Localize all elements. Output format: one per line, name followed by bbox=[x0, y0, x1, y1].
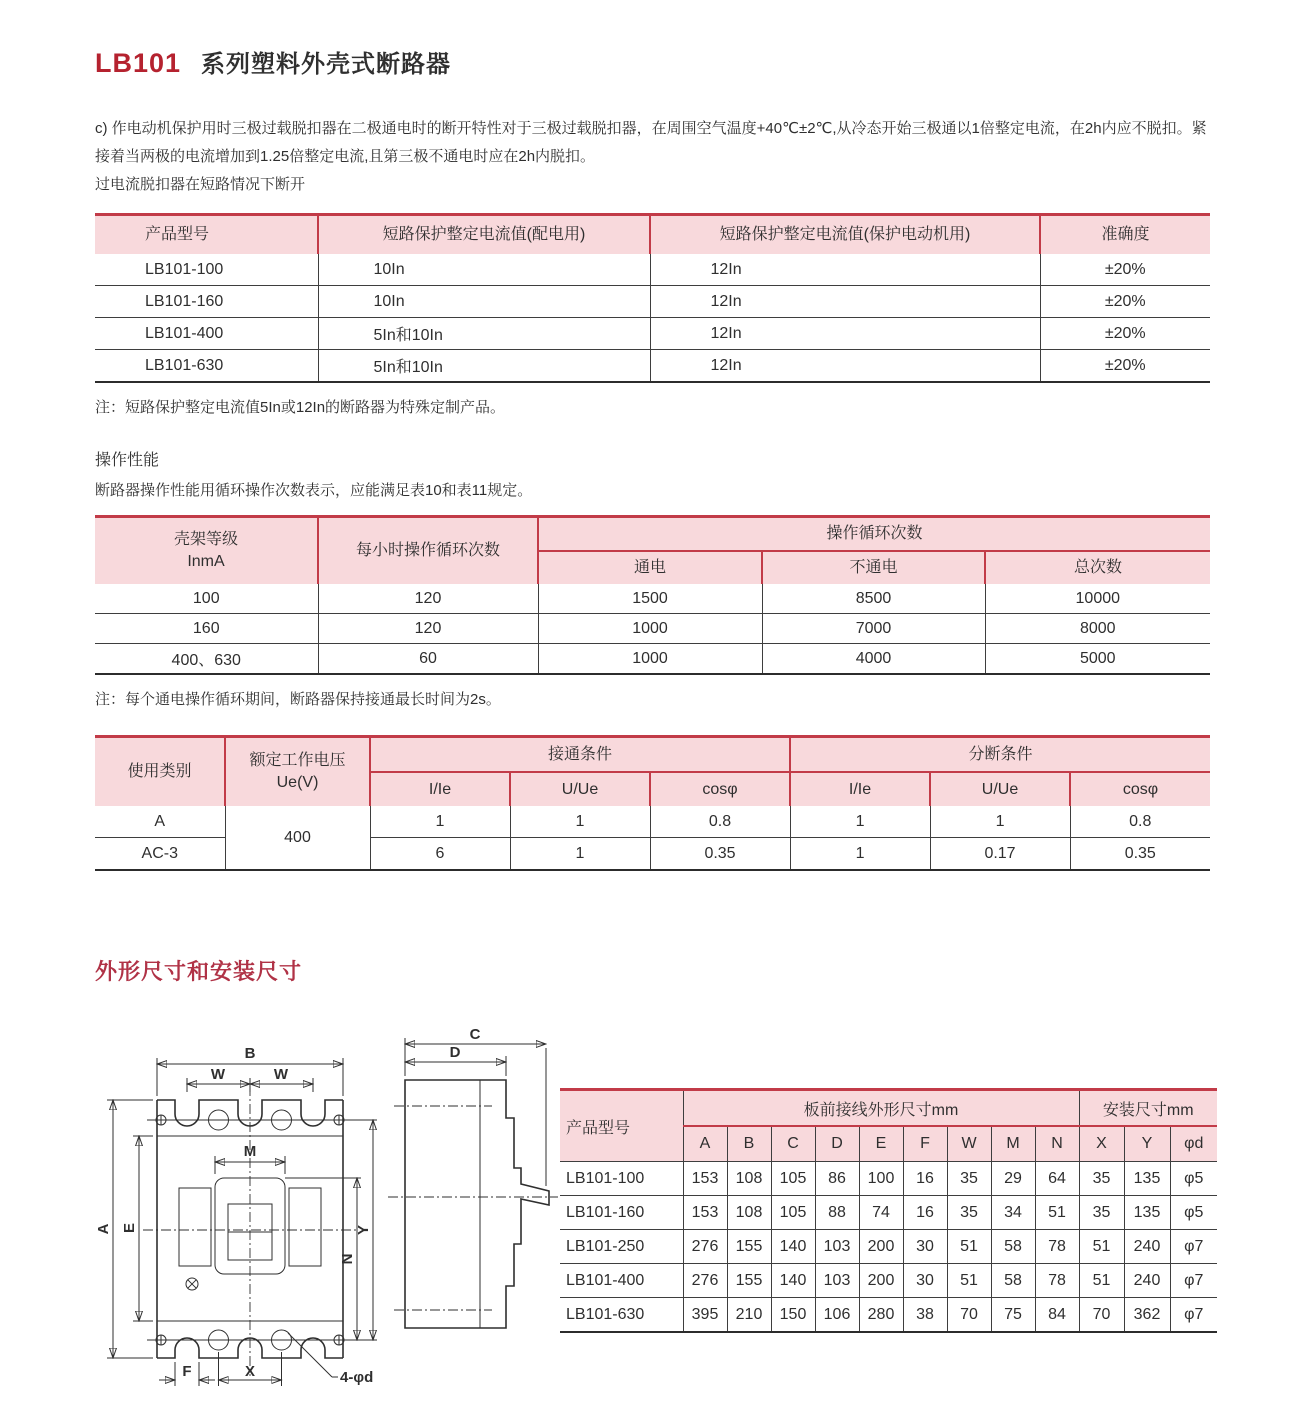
col-header-total: 总次数 bbox=[985, 551, 1210, 584]
table-cell: 1000 bbox=[538, 644, 762, 675]
table-row bbox=[560, 1298, 1217, 1333]
table-cell: 1 bbox=[930, 806, 1070, 838]
col-header-iie: I/Ie bbox=[370, 772, 510, 806]
col-header-model: 产品型号 bbox=[560, 1090, 683, 1162]
table-cell: 1 bbox=[510, 838, 650, 871]
table-cell: 160 bbox=[95, 614, 318, 644]
table-cell: LB101-630 bbox=[560, 1298, 683, 1333]
dim-label-C: C bbox=[469, 1028, 481, 1043]
table-cell: 35 bbox=[1079, 1162, 1124, 1196]
table-cell: 150 bbox=[771, 1298, 815, 1333]
table-cell: 1 bbox=[510, 806, 650, 838]
col-header-Y: Y bbox=[1124, 1126, 1170, 1162]
table-row bbox=[95, 254, 1210, 286]
table-row bbox=[95, 644, 1210, 675]
table-cell: 5In和10In bbox=[318, 318, 650, 350]
table-cell: 120 bbox=[318, 614, 538, 644]
table-cell: φ7 bbox=[1170, 1230, 1217, 1264]
table-cell: 0.35 bbox=[650, 838, 790, 871]
col-header-cycles-per-hour: 每小时操作循环次数 bbox=[318, 517, 538, 585]
table-cell: 10000 bbox=[985, 584, 1210, 614]
intro-paragraph: c) 作电动机保护用时三极过载脱扣器在二极通电时的断开特性对于三极过载脱扣器，在周围空气温度+40℃±2℃,从冷态开始三极通以1倍整定电流，在2h内应不脱扣。紧接着当两极的电流增加到1.25倍整定电流,且第三极不通电时应在2h内脱扣。 bbox=[95, 120, 1207, 165]
table-cell: 210 bbox=[727, 1298, 771, 1333]
col-header-E: E bbox=[859, 1126, 903, 1162]
table-row bbox=[560, 1162, 1217, 1196]
table-cell: 78 bbox=[1035, 1264, 1079, 1298]
table-cell: 10In bbox=[318, 254, 650, 286]
col-header-category: 使用类别 bbox=[95, 737, 225, 807]
table-cell: 7000 bbox=[762, 614, 985, 644]
table-cell: 70 bbox=[1079, 1298, 1124, 1333]
table-cell: 10In bbox=[318, 286, 650, 318]
voltage-label-line1: 额定工作电压 bbox=[249, 752, 346, 770]
operation-title: 操作性能 bbox=[95, 452, 160, 469]
col-header-D: D bbox=[815, 1126, 859, 1162]
table-cell: ±20% bbox=[1040, 254, 1210, 286]
table-header-row bbox=[95, 737, 1210, 773]
table-cell: 240 bbox=[1124, 1230, 1170, 1264]
table-cell: 135 bbox=[1124, 1196, 1170, 1230]
dim-label-X: X bbox=[244, 1363, 256, 1380]
table-cell: 276 bbox=[683, 1230, 727, 1264]
table-cell: 16 bbox=[903, 1196, 947, 1230]
table-cell: 108 bbox=[727, 1196, 771, 1230]
table-cell: 30 bbox=[903, 1230, 947, 1264]
dimensions-section-title: 外形尺寸和安装尺寸 bbox=[95, 959, 303, 984]
table-cell: 8500 bbox=[762, 584, 985, 614]
trip-current-table bbox=[95, 213, 1210, 383]
col-header-B: B bbox=[727, 1126, 771, 1162]
table-cell: 12In bbox=[650, 318, 1040, 350]
table-cell: 51 bbox=[1079, 1230, 1124, 1264]
table-cell: 29 bbox=[991, 1162, 1035, 1196]
table-cell: φ5 bbox=[1170, 1162, 1217, 1196]
table-cell: 60 bbox=[318, 644, 538, 675]
col-header-motor: 短路保护整定电流值(保护电动机用) bbox=[650, 215, 1040, 255]
dim-label-W: W bbox=[273, 1066, 289, 1083]
table-cell: 4000 bbox=[762, 644, 985, 675]
dim-label-D: D bbox=[449, 1044, 461, 1061]
dim-label-M: M bbox=[243, 1143, 257, 1160]
table-cell: 88 bbox=[815, 1196, 859, 1230]
dim-label-mount-holes: 4-φd bbox=[340, 1369, 374, 1386]
dim-label-W: W bbox=[210, 1066, 226, 1083]
table-cell: 0.8 bbox=[1070, 806, 1210, 838]
table-cell: 64 bbox=[1035, 1162, 1079, 1196]
col-header-frame bbox=[95, 517, 318, 585]
page-content bbox=[95, 44, 1212, 1401]
table-cell: 276 bbox=[683, 1264, 727, 1298]
table-header-row bbox=[560, 1090, 1217, 1127]
col-header-uue: U/Ue bbox=[510, 772, 650, 806]
table-cell: 51 bbox=[947, 1230, 991, 1264]
table-cell: 135 bbox=[1124, 1162, 1170, 1196]
table-cell: 12In bbox=[650, 350, 1040, 383]
table-cell-voltage: 400 bbox=[225, 806, 370, 870]
table-cell: LB101-100 bbox=[95, 254, 318, 286]
table-cell: 400、630 bbox=[95, 644, 318, 675]
table-row bbox=[560, 1264, 1217, 1298]
table-cell: 35 bbox=[947, 1162, 991, 1196]
table-cell: 100 bbox=[95, 584, 318, 614]
dim-label-A: A bbox=[95, 1223, 112, 1235]
table-cell: 240 bbox=[1124, 1264, 1170, 1298]
table-cell: ±20% bbox=[1040, 318, 1210, 350]
table-cell: LB101-100 bbox=[560, 1162, 683, 1196]
col-header-distribution: 短路保护整定电流值(配电用) bbox=[318, 215, 650, 255]
table-cell: 84 bbox=[1035, 1298, 1079, 1333]
dim-label-F: F bbox=[182, 1363, 192, 1380]
table-cell: LB101-630 bbox=[95, 350, 318, 383]
table-cell: 12In bbox=[650, 254, 1040, 286]
table-cell: 280 bbox=[859, 1298, 903, 1333]
col-header-uue: U/Ue bbox=[930, 772, 1070, 806]
table-cell: 35 bbox=[1079, 1196, 1124, 1230]
table-row bbox=[560, 1230, 1217, 1264]
table-cell: 35 bbox=[947, 1196, 991, 1230]
col-header-accuracy: 准确度 bbox=[1040, 215, 1210, 255]
table-cell: 58 bbox=[991, 1264, 1035, 1298]
table-cell: AC-3 bbox=[95, 838, 225, 871]
col-group-mounting: 安装尺寸mm bbox=[1079, 1090, 1217, 1127]
table-cell: 200 bbox=[859, 1230, 903, 1264]
table-cell: LB101-400 bbox=[560, 1264, 683, 1298]
col-group-making: 接通条件 bbox=[370, 737, 790, 773]
col-group-cycles: 操作循环次数 bbox=[538, 517, 1210, 552]
dim-label-Y: Y bbox=[355, 1224, 372, 1236]
table-cell: 78 bbox=[1035, 1230, 1079, 1264]
table-cell: LB101-400 bbox=[95, 318, 318, 350]
table-cell: 5000 bbox=[985, 644, 1210, 675]
table-cell: φ5 bbox=[1170, 1196, 1217, 1230]
table-cell: 103 bbox=[815, 1264, 859, 1298]
table-cell: 6 bbox=[370, 838, 510, 871]
dim-label-N: N bbox=[339, 1253, 356, 1265]
table-cell: 1000 bbox=[538, 614, 762, 644]
dimensions-table bbox=[560, 1088, 1217, 1333]
product-series-name: 系列塑料外壳式断路器 bbox=[201, 51, 452, 78]
col-header-C: C bbox=[771, 1126, 815, 1162]
table-cell: 1 bbox=[790, 838, 930, 871]
table-cell: φ7 bbox=[1170, 1298, 1217, 1333]
table-row bbox=[95, 806, 1210, 838]
table-cell: 140 bbox=[771, 1230, 815, 1264]
table-cell: 51 bbox=[1079, 1264, 1124, 1298]
col-header-cos: cosφ bbox=[650, 772, 790, 806]
col-header-phid: φd bbox=[1170, 1126, 1217, 1162]
operation-cycles-table bbox=[95, 515, 1210, 675]
table-header-row bbox=[95, 215, 1210, 255]
table-cell: LB101-160 bbox=[560, 1196, 683, 1230]
voltage-label-line2: Ue(V) bbox=[276, 774, 319, 791]
table-cell: 8000 bbox=[985, 614, 1210, 644]
table-cell: 30 bbox=[903, 1264, 947, 1298]
table-cell: 362 bbox=[1124, 1298, 1170, 1333]
table-header-row bbox=[95, 517, 1210, 552]
table-cell: 74 bbox=[859, 1196, 903, 1230]
table-cell: 38 bbox=[903, 1298, 947, 1333]
table-cell: 153 bbox=[683, 1162, 727, 1196]
dim-label-B: B bbox=[244, 1045, 256, 1062]
table-row bbox=[560, 1196, 1217, 1230]
table-cell: 105 bbox=[771, 1162, 815, 1196]
table-cell: 153 bbox=[683, 1196, 727, 1230]
table-cell: 120 bbox=[318, 584, 538, 614]
table-cell: 108 bbox=[727, 1162, 771, 1196]
table-cell: 70 bbox=[947, 1298, 991, 1333]
side-view-drawing bbox=[380, 1028, 560, 1345]
col-header-iie: I/Ie bbox=[790, 772, 930, 806]
col-group-outline: 板前接线外形尺寸mm bbox=[683, 1090, 1079, 1127]
intro-text bbox=[95, 115, 1212, 199]
table-cell: 1 bbox=[370, 806, 510, 838]
table-cell: 34 bbox=[991, 1196, 1035, 1230]
table-cell: 0.35 bbox=[1070, 838, 1210, 871]
table-cell: LB101-160 bbox=[95, 286, 318, 318]
table-cell: 0.17 bbox=[930, 838, 1070, 871]
table-cell: 200 bbox=[859, 1264, 903, 1298]
frame-label-line2: InmA bbox=[187, 553, 225, 570]
table-cell: 103 bbox=[815, 1230, 859, 1264]
front-view-drawing bbox=[95, 1028, 380, 1401]
frame-label-line1: 壳架等级 bbox=[173, 531, 238, 549]
table-cell: 106 bbox=[815, 1298, 859, 1333]
table-cell: 155 bbox=[727, 1264, 771, 1298]
table-row bbox=[95, 584, 1210, 614]
table-cell: 5In和10In bbox=[318, 350, 650, 383]
col-header-A: A bbox=[683, 1126, 727, 1162]
col-header-model: 产品型号 bbox=[95, 215, 318, 255]
operation-desc: 断路器操作性能用循环操作次数表示，应能满足表10和表11规定。 bbox=[95, 482, 533, 499]
col-header-energized: 通电 bbox=[538, 551, 762, 584]
table-cell: φ7 bbox=[1170, 1264, 1217, 1298]
page-title bbox=[95, 44, 1212, 79]
table-note: 注：每个通电操作循环期间，断路器保持接通最长时间为2s。 bbox=[95, 691, 501, 708]
table-row bbox=[95, 614, 1210, 644]
table-cell: 75 bbox=[991, 1298, 1035, 1333]
table-cell: 86 bbox=[815, 1162, 859, 1196]
table-cell: 51 bbox=[1035, 1196, 1079, 1230]
table-cell: 51 bbox=[947, 1264, 991, 1298]
table-cell: ±20% bbox=[1040, 350, 1210, 383]
product-series-code: LB101 bbox=[95, 48, 182, 78]
switching-conditions-table bbox=[95, 735, 1210, 871]
table-cell: 100 bbox=[859, 1162, 903, 1196]
table-cell: 16 bbox=[903, 1162, 947, 1196]
dimensions-block bbox=[95, 1028, 1212, 1401]
table-note: 注：短路保护整定电流值5In或12In的断路器为特殊定制产品。 bbox=[95, 399, 506, 416]
table-cell: 1 bbox=[790, 806, 930, 838]
table-cell: 105 bbox=[771, 1196, 815, 1230]
table-cell: 140 bbox=[771, 1264, 815, 1298]
col-group-breaking: 分断条件 bbox=[790, 737, 1210, 773]
col-header-F: F bbox=[903, 1126, 947, 1162]
intro-line: 过电流脱扣器在短路情况下断开 bbox=[95, 176, 306, 193]
table-row bbox=[95, 318, 1210, 350]
table-cell: 155 bbox=[727, 1230, 771, 1264]
col-header-deenergized: 不通电 bbox=[762, 551, 985, 584]
table-row bbox=[95, 286, 1210, 318]
table-cell: 0.8 bbox=[650, 806, 790, 838]
table-cell: LB101-250 bbox=[560, 1230, 683, 1264]
table-cell: 1500 bbox=[538, 584, 762, 614]
table-cell: 12In bbox=[650, 286, 1040, 318]
col-header-voltage bbox=[225, 737, 370, 807]
col-header-M: M bbox=[991, 1126, 1035, 1162]
table-row bbox=[95, 350, 1210, 383]
dimensions-table-wrap bbox=[560, 1088, 1217, 1333]
col-header-X: X bbox=[1079, 1126, 1124, 1162]
table-cell: ±20% bbox=[1040, 286, 1210, 318]
col-header-cos: cosφ bbox=[1070, 772, 1210, 806]
col-header-W: W bbox=[947, 1126, 991, 1162]
table-cell: 58 bbox=[991, 1230, 1035, 1264]
table-cell: A bbox=[95, 806, 225, 838]
col-header-N: N bbox=[1035, 1126, 1079, 1162]
dim-label-E: E bbox=[121, 1222, 138, 1234]
table-cell: 395 bbox=[683, 1298, 727, 1333]
